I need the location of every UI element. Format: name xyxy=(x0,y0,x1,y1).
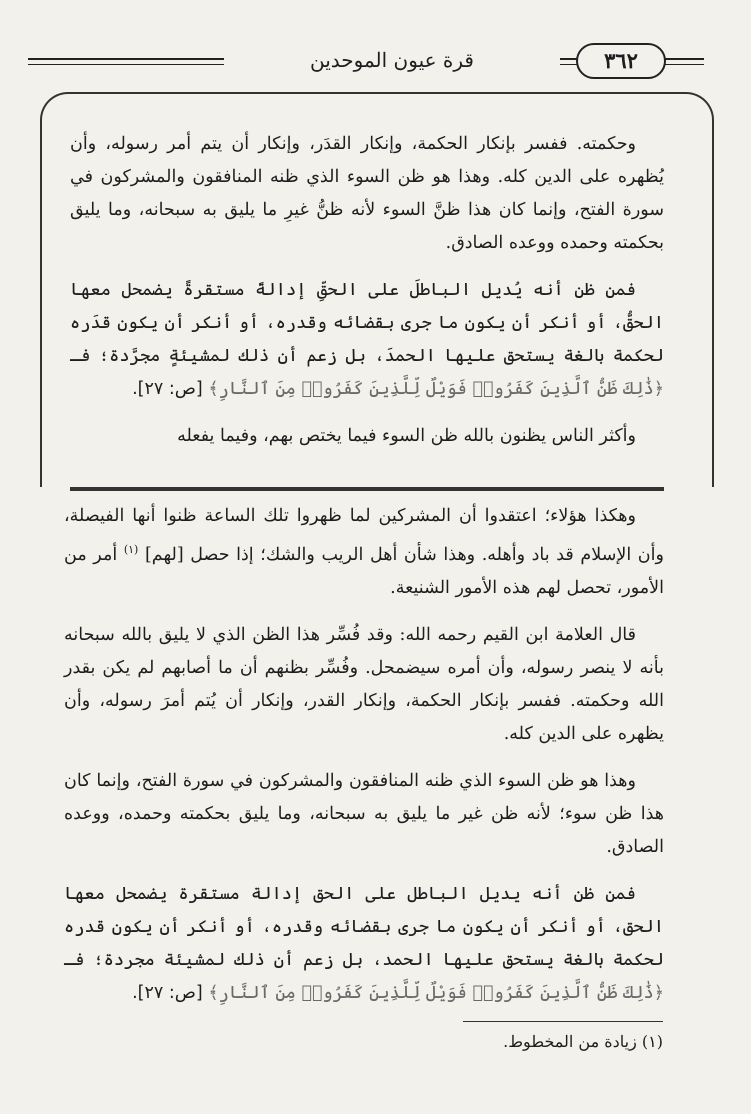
commentary-text xyxy=(64,500,664,1024)
footnote-separator xyxy=(463,1021,663,1022)
footnote: (١) زيادة من المخطوط. xyxy=(503,1032,663,1051)
header-rule-right-thin xyxy=(664,64,704,65)
commentary-paragraph-1-text: وهكذا هؤلاء؛ اعتقدوا أن المشركين لما ظهروا تلك الساعة ظنوا أنها الفيصلة، وأن الإسلام قد باد وأهله. وهذا شأن أهل الريب والشك؛ إذا حصل [لهم] xyxy=(64,506,664,565)
footnote-marker: (١) xyxy=(123,543,139,556)
quoted-paragraph-2-text: فمن ظن أنه يُديل الباطلَ على الحقِّ إدالةً مستقرةً يضمحل معها الحقُّ، أو أنكر أن يكون ما جرى بقضائه وقدره، أو أنكر أن يكون قدَره لحكمة بالغة يستحق عليها الحمدَ، بل زعم أن ذلك لمشيئةٍ مجرَّدة؛ فـ xyxy=(70,280,664,366)
quoted-text xyxy=(70,128,664,467)
quoted-paragraph-2 xyxy=(70,274,664,406)
header-rule-left-thin xyxy=(28,64,224,65)
quran-reference: [ص: ٢٧]. xyxy=(132,379,203,399)
commentary-paragraph-4-text: فمن ظن أنه يديل الباطل على الحق إدالة مستقرة يضمحل معها الحق، أو أنكر أن يكون ما جرى بقضائه وقدره، أو أنكر أن يكون قدره لحكمة بالغة يستحق عليها الحمد، بل زعم أن ذلك لمشيئة مجردة؛ فـ xyxy=(64,883,664,970)
header-rule-left xyxy=(28,58,224,60)
quoted-paragraph-3: وأكثر الناس يظنون بالله ظن السوء فيما يختص بهم، وفيما يفعله xyxy=(177,426,636,446)
quran-verse-2: ﴿ذَٰلِكَ ظَنُّ ٱلَّذِينَ كَفَرُوا۟ فَوَيْلٌ لِّلَّذِينَ كَفَرُوا۟ مِنَ ٱلنَّارِ﴾ xyxy=(208,982,664,1003)
commentary-paragraph-1-rest: أمر من الأمور، تحصل لهم هذه الأمور الشنيعة. xyxy=(64,544,664,598)
page-number: ٣٦٢ xyxy=(576,43,666,79)
book-title: قرة عيون الموحدين xyxy=(232,45,552,75)
commentary-paragraph-4 xyxy=(64,878,664,1010)
quran-verse: ﴿ذَٰلِكَ ظَنُّ ٱلَّذِينَ كَفَرُوا۟ فَوَيْلٌ لِّلَّذِينَ كَفَرُوا۟ مِنَ ٱلنَّارِ﴾ xyxy=(208,379,664,399)
page-header xyxy=(0,0,751,90)
quoted-paragraph-1: وحكمته. ففسر بإنكار الحكمة، وإنكار القدَر، وإنكار أن يتم أمر رسوله، وأن يُظهره على الدين كله. وهذا هو ظن السوء الذي ظنه المنافقون والمشركون في سورة الفتح، وإنما كان هذا ظنَّ السوء لأنه ظنُّ غيرِ ما يليق به سبحانه، وما يليق بحكمته وحمده ووعده الصادق. xyxy=(70,134,664,253)
quran-reference-2: [ص: ٢٧]. xyxy=(132,982,203,1003)
header-rule-right xyxy=(664,58,704,60)
commentary-paragraph-2: قال العلامة ابن القيم رحمه الله: وقد فُسِّر هذا الظن الذي لا يليق بالله سبحانه بأنه لا ينصر رسوله، وأن أمره سيضمحل. وفُسِّر بظنهم أن ما أصابهم لم يكن بقدر الله وحكمته. ففسر بإنكار الحكمة، وإنكار القدر، وإنكار أن يُتم أمرَ رسوله، وأن يظهره على الدين كله. xyxy=(64,624,664,744)
quoted-text-box-bottom-rule xyxy=(70,487,664,491)
commentary-paragraph-3: وهذا هو ظن السوء الذي ظنه المنافقون والمشركون في سورة الفتح، وإنما كان هذا ظن سوء؛ لأنه ظن غير ما يليق به سبحانه، وما يليق بحكمته وحمده، ووعده الصادق. xyxy=(64,770,664,857)
commentary-paragraph-1 xyxy=(64,500,664,605)
